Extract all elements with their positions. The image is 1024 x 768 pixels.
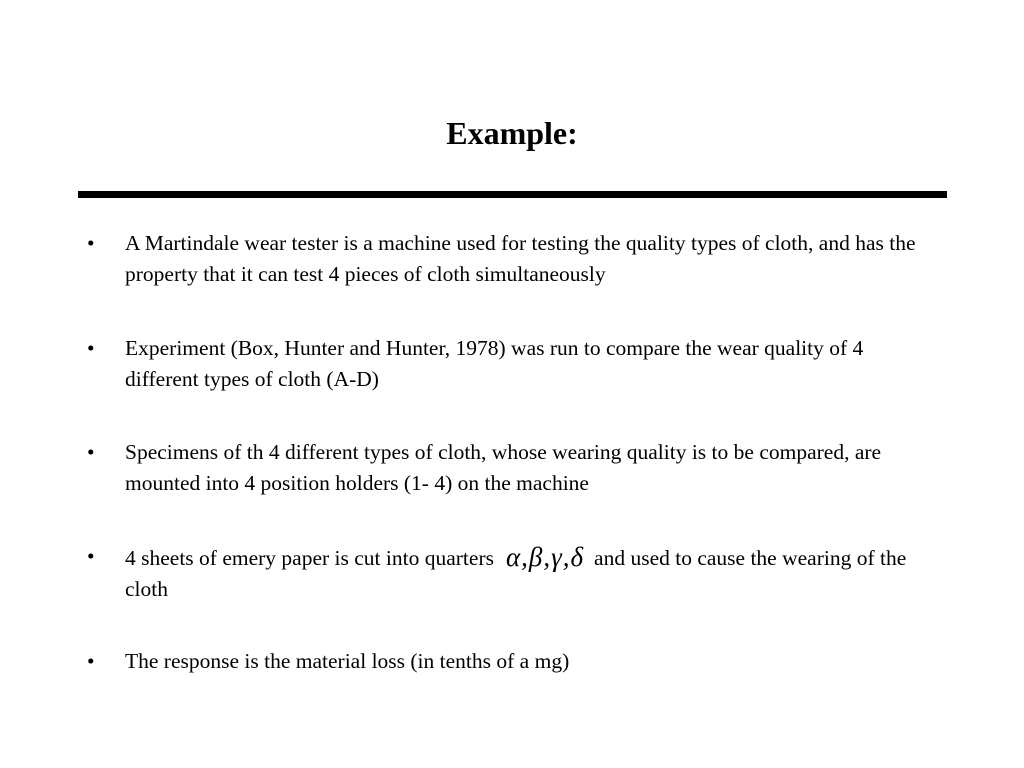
bullet-item-5 bbox=[87, 646, 917, 677]
bullet-item-1 bbox=[87, 228, 917, 290]
bullet-text: A Martindale wear tester is a machine used for testing the quality types of cloth, and has the property that it can test 4 pieces of cloth simultaneously bbox=[125, 231, 916, 286]
greek-letters-formula: α,β,γ,δ bbox=[505, 542, 585, 572]
bullet-text bbox=[125, 541, 917, 605]
bullet-icon: • bbox=[87, 544, 95, 568]
bullet-item-3 bbox=[87, 437, 917, 499]
bullet-item-2 bbox=[87, 333, 917, 395]
slide-title: Example: bbox=[446, 115, 578, 151]
bullet-text: Specimens of th 4 different types of cloth, whose wearing quality is to be compared, are mounted into 4 position holders (1- 4) on the machine bbox=[125, 440, 882, 495]
bullet-icon: • bbox=[87, 336, 95, 360]
bullet-item-4 bbox=[87, 541, 917, 605]
bullet-text: The response is the material loss (in tenths of a mg) bbox=[125, 649, 570, 673]
bullet-icon: • bbox=[87, 440, 95, 464]
bullet-icon: • bbox=[87, 231, 95, 255]
title-divider bbox=[78, 191, 947, 198]
bullet-text-after: and used to cause the wearing of the cloth bbox=[125, 546, 907, 601]
bullet-text: Experiment (Box, Hunter and Hunter, 1978) was run to compare the wear quality of 4 different types of cloth (A-D) bbox=[125, 336, 864, 391]
bullet-text-before: 4 sheets of emery paper is cut into quarters bbox=[125, 546, 494, 570]
bullet-icon: • bbox=[87, 649, 95, 673]
